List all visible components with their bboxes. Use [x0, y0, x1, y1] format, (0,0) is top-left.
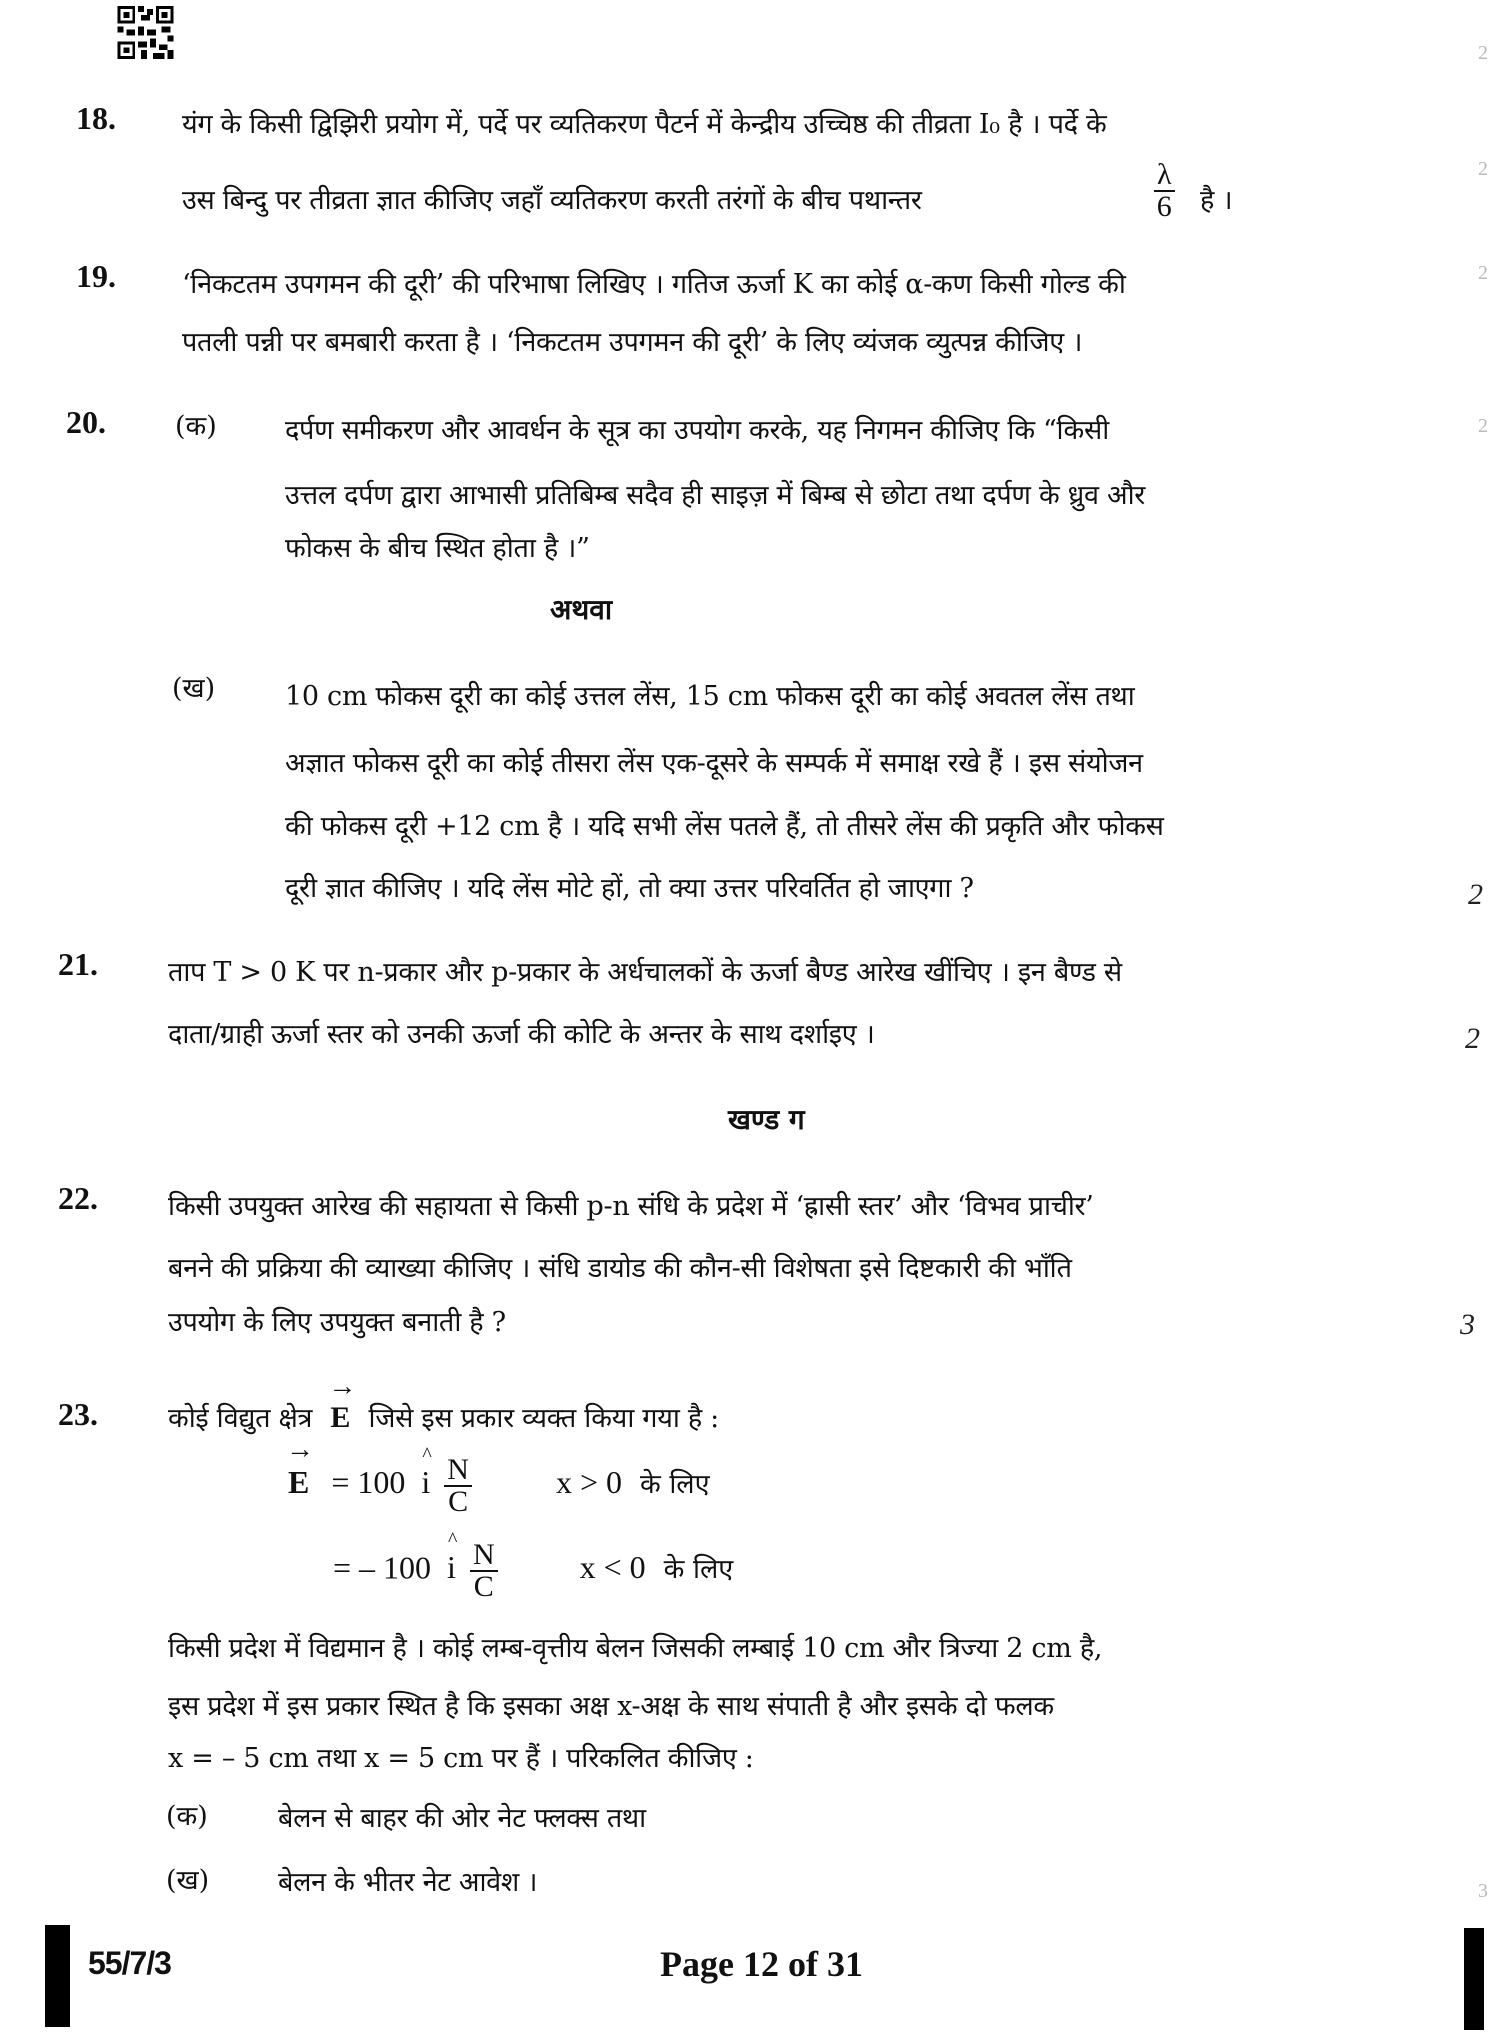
qr-code-icon: [117, 6, 177, 62]
part-label: (ख): [172, 673, 216, 704]
question-text-line: 10 cm फोकस दूरी का कोई उत्तल लेंस, 15 cm फोकस दूरी का कोई अवतल लेंस तथा: [285, 681, 1135, 712]
question-text-line: उस बिन्दु पर तीव्रता ज्ञात कीजिए जहाँ व्यतिकरण करती तरंगों के बीच पथान्तर: [182, 185, 922, 216]
electric-field-vector: → E: [330, 1401, 350, 1435]
page-number: Page 12 of 31: [660, 1944, 863, 1984]
question-text-line: अज्ञात फोकस दूरी का कोई तीसरा लेंस एक-दूसरे के सम्पर्क में समाक्ष रखे हैं । इस संयोजन: [285, 748, 1143, 779]
part-label: (क): [166, 1801, 208, 1832]
paper-code: 55/7/3: [88, 1945, 171, 1981]
or-heading: अथवा: [550, 593, 613, 626]
question-text-line: किसी प्रदेश में विद्यमान है । कोई लम्ब-वृत्तीय बेलन जिसकी लम्बाई 10 cm और त्रिज्या 2 cm है,: [168, 1633, 1103, 1664]
question-text-intro: कोई विद्युत क्षेत्र → E जिसे इस प्रकार व्यक्त किया गया है :: [168, 1398, 719, 1435]
question-text-line: यंग के किसी द्विझिरी प्रयोग में, पर्दे पर व्यतिकरण पैटर्न में केन्द्रीय उच्चिष्ठ की तीव्रता I₀ है । पर्दे के: [182, 109, 1107, 140]
question-text-line: दूरी ज्ञात कीजिए । यदि लेंस मोटे हों, तो क्या उत्तर परिवर्तित हो जाएगा ?: [285, 873, 974, 904]
faint-mark: 2: [1478, 262, 1488, 284]
question-number: 22.: [58, 1180, 98, 1216]
faint-mark: 2: [1478, 415, 1488, 437]
question-text-line: उत्तल दर्पण द्वारा आभासी प्रतिबिम्ब सदैव ही साइज़ में बिम्ब से छोटा तथा दर्पण के ध्रुव और: [285, 480, 1146, 511]
footer-right-bar: [1464, 1928, 1484, 2030]
question-text-line: किसी उपयुक्त आरेख की सहायता से किसी p-n संधि के प्रदेश में ‘ह्रासी स्तर’ और ‘विभव प्राचीर’: [168, 1191, 1094, 1222]
question-number: 18.: [76, 100, 116, 136]
part-text: बेलन से बाहर की ओर नेट फ्लक्स तथा: [278, 1803, 646, 1834]
question-text-line: ‘निकटतम उपगमन की दूरी’ की परिभाषा लिखिए । गतिज ऊर्जा K का कोई α-कण किसी गोल्ड की: [182, 269, 1126, 300]
faint-mark: 3: [1478, 1880, 1488, 1902]
question-text-line: की फोकस दूरी +12 cm है । यदि सभी लेंस पतले हैं, तो तीसरे लेंस की प्रकृति और फोकस: [285, 811, 1164, 842]
section-heading: खण्ड ग: [728, 1103, 805, 1136]
question-text-line: उपयोग के लिए उपयुक्त बनाती है ?: [168, 1307, 506, 1338]
equation-row: = – 100 ^ i $\frac{N}{C}$ x < 0 के लिए: [333, 1540, 733, 1602]
question-text-line: दाता/ग्राही ऊर्जा स्तर को उनकी ऊर्जा की कोटि के अन्तर के साथ दर्शाइए ।: [168, 1019, 875, 1050]
question-text-line: पतली पन्नी पर बमबारी करता है । ‘निकटतम उपगमन की दूरी’ के लिए व्यंजक व्युत्पन्न कीजिए ।: [182, 327, 1083, 358]
question-text-line: फोकस के बीच स्थित होता है ।”: [285, 533, 590, 564]
question-number: 21.: [58, 946, 98, 982]
path-difference-fraction: $\frac{\lambda}{6}$: [1148, 160, 1181, 222]
marks: 3: [1460, 1308, 1475, 1341]
part-label: (ख): [166, 1865, 210, 1896]
part-label: (क): [175, 411, 217, 442]
question-text-tail: है ।: [1200, 185, 1233, 216]
faint-mark: 2: [1478, 158, 1488, 180]
question-text-line: x = – 5 cm तथा x = 5 cm पर हैं । परिकलित कीजिए :: [168, 1743, 754, 1774]
equation-row: → E = 100 ^ i $\frac{N}{C}$ x > 0 के लिए: [288, 1455, 710, 1517]
question-number: 23.: [58, 1396, 98, 1432]
marks: 2: [1468, 878, 1483, 911]
question-number: 19.: [76, 258, 116, 294]
faint-mark: 2: [1478, 42, 1488, 64]
question-text-line: बनने की प्रक्रिया की व्याख्या कीजिए । संधि डायोड की कौन-सी विशेषता इसे दिष्टकारी की भाँति: [168, 1253, 1072, 1284]
part-text: बेलन के भीतर नेट आवेश ।: [278, 1867, 538, 1898]
question-text-line: दर्पण समीकरण और आवर्धन के सूत्र का उपयोग करके, यह निगमन कीजिए कि “किसी: [285, 415, 1109, 446]
footer-left-bar: [45, 1925, 70, 2027]
question-text-line: ताप T > 0 K पर n-प्रकार और p-प्रकार के अर्धचालकों के ऊर्जा बैण्ड आरेख खींचिए । इन बैण्ड से: [168, 957, 1122, 988]
question-number: 20.: [66, 404, 106, 440]
marks: 2: [1465, 1022, 1480, 1055]
question-text-line: इस प्रदेश में इस प्रकार स्थित है कि इसका अक्ष x-अक्ष के साथ संपाती है और इसके दो फलक: [168, 1691, 1054, 1722]
